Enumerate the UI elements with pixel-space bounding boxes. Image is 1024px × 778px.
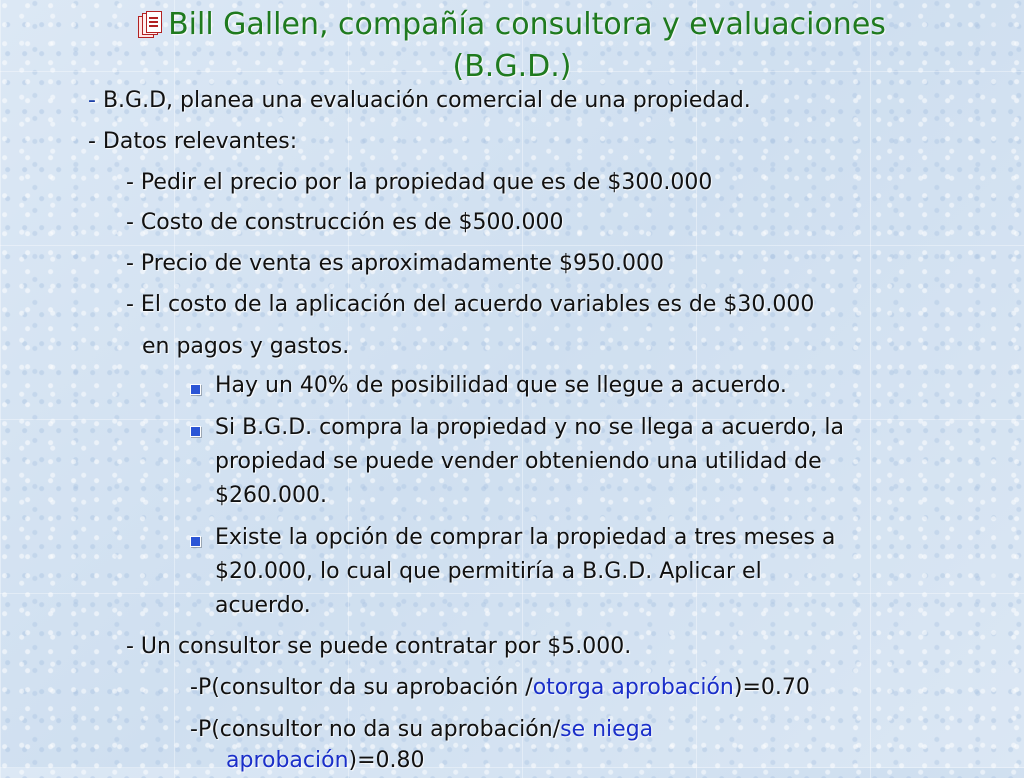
bullet-3-line-1: Existe la opción de comprar la propiedad a tres meses a: [215, 525, 836, 550]
bullet-2-line-1: Si B.G.D. compra la propiedad y no se llega a acuerdo, la: [215, 415, 844, 440]
prob-no-aprobacion-cont: [226, 744, 425, 778]
bullet-marker: [190, 426, 201, 437]
document-stack-icon: [138, 11, 160, 37]
item-costo-aplicacion-cont: en pagos y gastos.: [142, 334, 350, 359]
item-precio-venta: - Precio de venta es aproximadamente $950.000: [126, 251, 664, 276]
prob-no-aprobacion-prefix: -P(consultor no da su aprobación/: [190, 717, 561, 742]
bullet-2-line-2: propiedad se puede vender obteniendo una utilidad de: [215, 449, 822, 474]
prob-aprobacion-prefix: -P(consultor da su aprobación /: [190, 675, 533, 700]
prob-no-aprobacion-highlight: se niega: [560, 717, 654, 742]
title-line-2: (B.G.D.): [452, 49, 572, 84]
prob-aprobacion-suffix: )=0.70: [733, 675, 810, 700]
slide-title: [0, 4, 1024, 88]
consultor-line: - Un consultor se puede contratar por $5.000.: [126, 634, 632, 659]
bullet-3-line-3: acuerdo.: [215, 593, 311, 618]
bullet-2-line-3: $260.000.: [215, 483, 327, 508]
item-precio-pedido: - Pedir el precio por la propiedad que es de $300.000: [126, 170, 713, 195]
prob-no-aprobacion-line: [190, 713, 653, 747]
bullet-3-line-2: $20.000, lo cual que permitiría a B.G.D. Aplicar el: [215, 559, 762, 584]
prob-aprobacion-line: [190, 671, 810, 705]
prob-no-aprobacion-suffix: )=0.80: [348, 748, 425, 773]
item-costo-construccion: - Costo de construcción es de $500.000: [126, 210, 564, 235]
bullet-1-line-1: Hay un 40% de posibilidad que se llegue a acuerdo.: [215, 373, 787, 398]
bullet-marker: [190, 536, 201, 547]
intro-text: B.G.D, planea una evaluación comercial de una propiedad.: [102, 88, 751, 113]
intro-dash: -: [88, 88, 96, 113]
prob-aprobacion-highlight: otorga aprobación: [532, 675, 734, 700]
title-line-1: Bill Gallen, compañía consultora y evaluaciones: [168, 7, 886, 42]
intro-line: [88, 84, 751, 118]
item-costo-aplicacion: - El costo de la aplicación del acuerdo variables es de $30.000: [126, 292, 815, 317]
bullet-marker: [190, 384, 201, 395]
prob-no-aprobacion-highlight-cont: aprobación: [226, 748, 349, 773]
datos-heading: - Datos relevantes:: [88, 129, 298, 154]
